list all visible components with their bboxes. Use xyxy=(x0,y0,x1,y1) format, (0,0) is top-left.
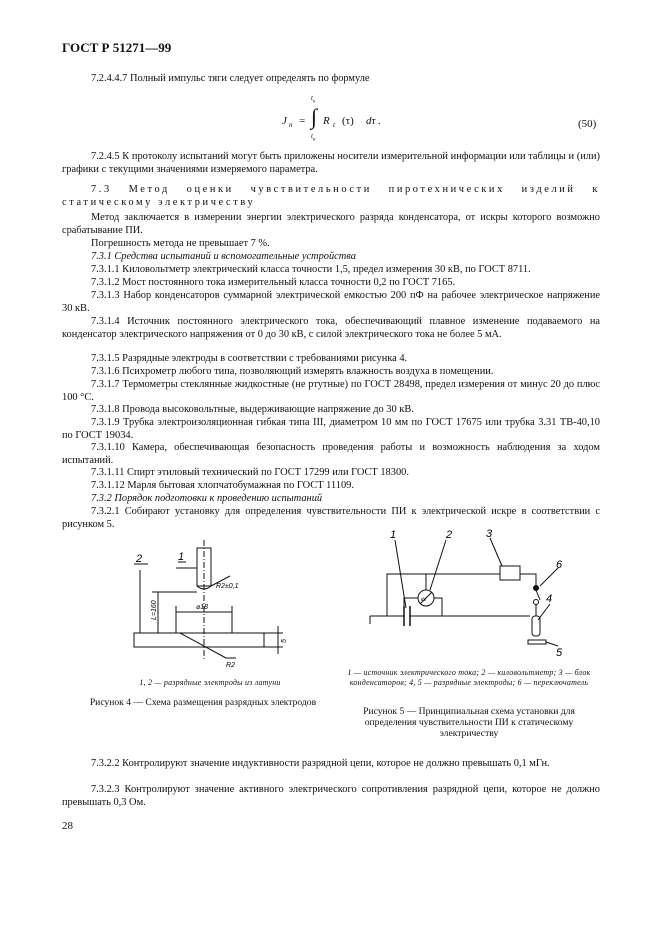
formula-integrand: R xyxy=(323,115,330,127)
switch-contact-top xyxy=(534,586,539,591)
electrode-2-plate xyxy=(134,633,264,647)
subsection-7-3-2-title: 7.3.2 Порядок подготовки к проведению испытаний xyxy=(91,493,323,504)
formula-lhs-sub: п xyxy=(289,121,293,129)
paragraph-7-3-1-7: 7.3.1.7 Термометры стеклянные жидкостные (не ртутные) по ГОСТ 28498, предел измерения от минус 20 до плюс 100 °С. xyxy=(62,379,600,403)
paragraph-7-3-2-3: 7.3.2.3 Контролируют значение активного электрического сопротивления разрядной цепи, которое не должно превышать 0,3 Ом. xyxy=(62,784,600,808)
integral-sign-icon: ∫ xyxy=(311,104,318,129)
paragraph-7-2-4-4-7: 7.2.4.4.7 Полный импульс тяги следует определять по формуле xyxy=(91,73,370,84)
formula-argument: (τ) xyxy=(342,115,354,127)
paragraph-7-3-1-4: 7.3.1.4 Источник постоянного электрического тока, обеспечивающий плавное изменение подаваемого на конденсатор электрического напряжения от 0 до 30 кВ, с силой электрического тока не более 5 мА. xyxy=(62,316,600,340)
paragraph-method: Метод заключается в измерении энергии электрического разряда конденсатора, от искры которого возможно срабатывание ПИ. xyxy=(62,212,600,236)
document-header: ГОСТ Р 51271—99 xyxy=(62,40,172,55)
fig4-label-2: 2 xyxy=(136,553,143,565)
fig5-label-1: 1 xyxy=(390,529,397,541)
fig4-dim-bottom-radius: R2 xyxy=(226,662,235,669)
fig4-dim-radius: R2±0,1 xyxy=(216,583,239,590)
kilovoltmeter-wire-right xyxy=(434,598,442,616)
circuit-top-right xyxy=(520,574,536,586)
fig5-meter-label: кV xyxy=(421,597,427,603)
paragraph-7-3-2-2: 7.3.2.2 Контролируют значение индуктивности разрядной цепи, которое не должно превышать 0,1 мГн. xyxy=(91,758,550,769)
formula-50 xyxy=(280,96,420,146)
fig4-dim-height: L=160 xyxy=(151,600,158,620)
formula-number: (50) xyxy=(578,118,597,130)
figure-5-caption: Рисунок 5 — Принципиальная схема установки для определения чувствительности ПИ к статическому электричеству xyxy=(363,706,575,739)
figure-4-legend: 1, 2 — разрядные электроды из латуни xyxy=(139,678,281,687)
capacitor-block xyxy=(500,566,520,580)
kilovoltmeter-wire-left xyxy=(404,598,418,606)
fig5-label-3: 3 xyxy=(486,528,493,540)
paragraph-7-3-1-1: 7.3.1.1 Киловольтметр электрический класса точности 1,5, предел измерения 30 кВ, по ГОСТ 8711. xyxy=(91,264,531,275)
paragraph-7-3-1-8: 7.3.1.8 Провода высоковольтные, выдерживающие напряжение до 30 кВ. xyxy=(91,404,414,415)
leader-4 xyxy=(538,604,550,620)
paragraph-7-3-1-5: 7.3.1.5 Разрядные электроды в соответствии с требованиями рисунка 4. xyxy=(91,353,408,364)
paragraph-7-3-1-12: 7.3.1.12 Марля бытовая хлопчатобумажная по ГОСТ 11109. xyxy=(91,480,354,491)
formula-equals: = xyxy=(299,115,306,127)
leader-r2-bottom xyxy=(180,633,226,658)
switch-contact-bottom xyxy=(534,600,539,605)
paragraph-7-3-1-11: 7.3.1.11 Спирт этиловый технический по ГОСТ 17299 или ГОСТ 18300. xyxy=(91,467,409,478)
formula-upper-limit: $t_к$ xyxy=(311,94,316,105)
leader-3 xyxy=(490,538,502,566)
paragraph-7-3-1-9: 7.3.1.9 Трубка электроизоляционная гибкая типа III, диаметром 10 мм по ГОСТ 17675 или трубка 3.31 ТВ-40,10 по ГОСТ 19034. xyxy=(62,417,600,441)
fig5-label-5: 5 xyxy=(556,647,563,659)
fig4-label-1: 1 xyxy=(178,551,185,563)
electrode-5-plate xyxy=(528,640,546,644)
paragraph-7-3-1-2: 7.3.1.2 Мост постоянного тока измерительный класса точности 0,2 по ГОСТ 7165. xyxy=(91,277,456,288)
leader-5 xyxy=(546,642,558,646)
paragraph-7-3-1-3: 7.3.1.3 Набор конденсаторов суммарной электрической емкостью 200 пФ на рабочее электрическое напряжение 30 кВ. xyxy=(62,290,600,314)
paragraph-7-3-2-1: 7.3.2.1 Собирают установку для определения чувствительности ПИ к электрической искре в соответствии с рисунком 5. xyxy=(62,506,600,530)
figure-4-caption: Рисунок 4 — Схема размещения разрядных электродов xyxy=(89,697,317,708)
paragraph-7-2-4-5: 7.2.4.5 К протоколу испытаний могут быть приложены носители измерительной информации или таблицы и (или) графики с текущими значениями измеряемого параметра. xyxy=(62,151,600,175)
figure-5-legend: 1 — источник электрического тока; 2 — киловольтметр; 3 — блок конденсаторов; 4, 5 — разрядные электроды; 6 — переключатель xyxy=(347,668,591,687)
fig5-label-4: 4 xyxy=(546,593,553,605)
leader-2 xyxy=(430,540,446,590)
fig4-dim-thickness: 5 xyxy=(281,639,288,643)
figure-4-drawing xyxy=(118,540,298,675)
page-number: 28 xyxy=(62,820,73,832)
formula-integrand-sub: t xyxy=(333,121,335,129)
section-7-3-title: 7.3 Метод оценки чувствительности пиротехнических изделий к статическому электричеству xyxy=(62,184,600,208)
subsection-7-3-1-title: 7.3.1 Средства испытаний и вспомогательные устройства xyxy=(91,251,356,262)
fig5-label-6: 6 xyxy=(556,559,563,571)
switch-lever xyxy=(536,590,540,600)
paragraph-accuracy: Погрешность метода не превышает 7 %. xyxy=(91,238,270,249)
formula-lower-limit: $t_н$ xyxy=(311,132,316,143)
formula-differential: dτ . xyxy=(366,115,381,127)
paragraph-7-3-1-6: 7.3.1.6 Психрометр любого типа, позволяющий измерять влажность воздуха в помещении. xyxy=(91,366,494,377)
figure-5-drawing xyxy=(360,528,580,668)
fig5-label-2: 2 xyxy=(446,529,453,541)
formula-lhs: J xyxy=(282,115,287,127)
paragraph-7-3-1-10: 7.3.1.10 Камера, обеспечивающая безопасность проведения работы и возможность наблюдения за ходом испытаний. xyxy=(62,442,600,466)
fig4-dim-diameter: ⌀18 xyxy=(196,604,209,611)
